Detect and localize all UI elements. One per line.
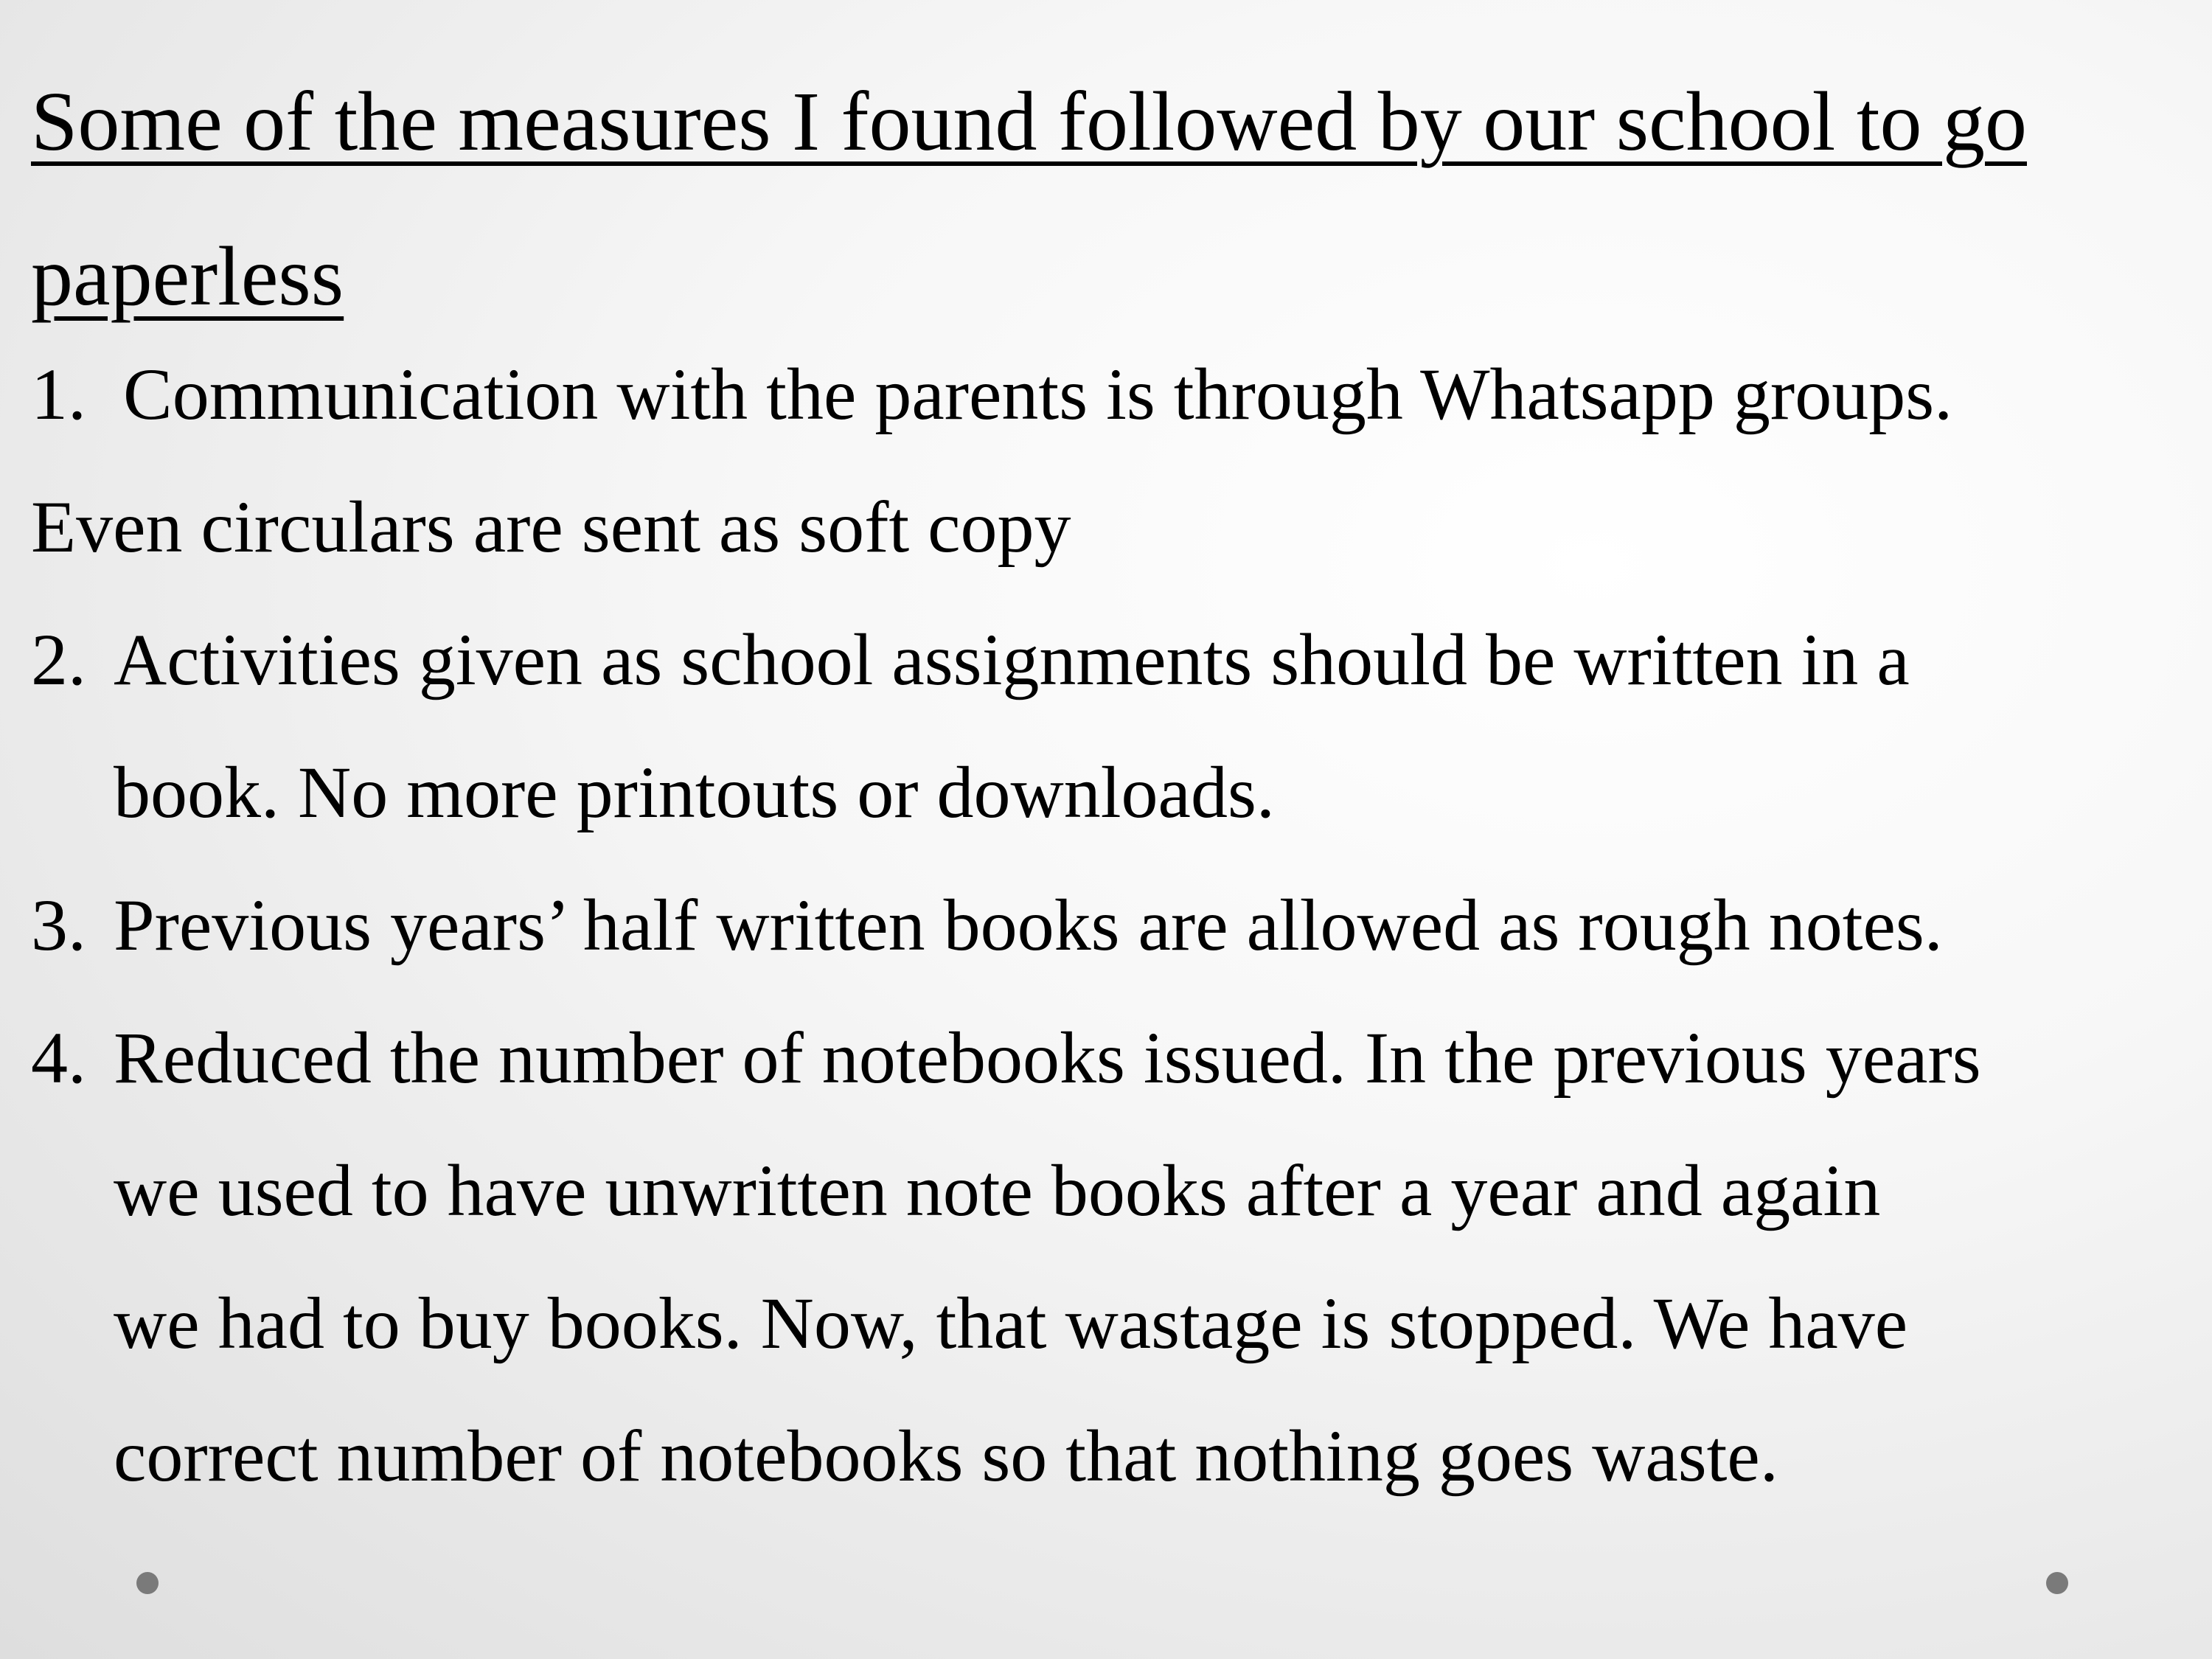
list-item-3-line-1: Previous years’ half written books are allowed as rough notes.: [114, 884, 1943, 966]
list-item-4-line-2: we used to have unwritten note books after a year and again: [114, 1150, 1881, 1231]
list-item-3: [31, 859, 2191, 992]
decorative-dot-right: [2046, 1572, 2068, 1594]
slide-body: [31, 328, 2191, 1523]
list-item-1-text: Communication with the parents is through Whatsapp groups.: [123, 353, 1953, 435]
list-item-2-line-1: Activities given as school assignments should be written in a: [114, 619, 1910, 700]
list-item-1-line-1: [31, 328, 2191, 461]
list-item-2-line-2: book. No more printouts or downloads.: [114, 751, 1275, 833]
list-item-3-number: 3.: [31, 884, 86, 966]
list-item-2: [31, 594, 2191, 859]
list-item-2-number: 2.: [31, 619, 86, 700]
list-item-1-line-2: Even circulars are sent as soft copy: [31, 486, 1071, 568]
list-item-4-line-3: we had to buy books. Now, that wastage is stopped. We have: [114, 1282, 1908, 1364]
list-item-4-number: 4.: [31, 1017, 86, 1099]
list-item-4: [31, 992, 2191, 1523]
slide-title: Some of the measures I found followed by our school to go paperless: [31, 74, 2027, 323]
list-item-4-line-1: Reduced the number of notebooks issued. In the previous years: [114, 1017, 1981, 1099]
list-item-1-number: 1.: [31, 353, 86, 435]
list-item-4-line-4: correct number of notebooks so that nothing goes waste.: [114, 1415, 1778, 1497]
decorative-dot-left: [136, 1572, 159, 1594]
